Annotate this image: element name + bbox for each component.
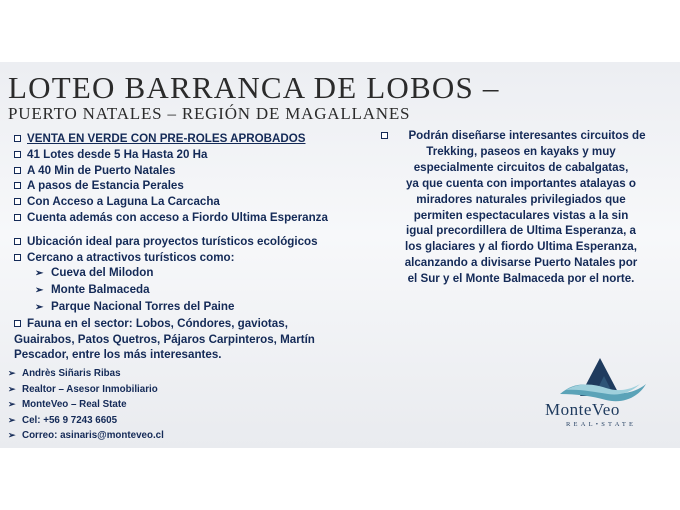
- paragraph-line: permiten espectaculares vistas a la sin: [413, 208, 629, 222]
- checkbox-bullet-icon: [14, 182, 21, 189]
- arrow-bullet-icon: ➢: [8, 430, 16, 440]
- list-item: Cercano a atractivos turísticos como:: [14, 250, 328, 266]
- features-list: [14, 131, 328, 363]
- checkbox-bullet-icon: [14, 254, 21, 261]
- checkbox-bullet-icon: [14, 151, 21, 158]
- checkbox-bullet-icon: [14, 198, 21, 205]
- paragraph-line: especialmente circuitos de cabalgatas,: [413, 160, 629, 174]
- contact-line: ➢ MonteVeo – Real State: [8, 397, 164, 413]
- paragraph-line: Podrán diseñarse interesantes circuitos de: [408, 129, 646, 142]
- list-item: Cuenta además con acceso a Fiordo Ultima Esperanza: [14, 210, 328, 226]
- contact-line: ➢ Realtor – Asesor Inmobiliario: [8, 382, 164, 398]
- list-item: Fauna en el sector: Lobos, Cóndores, gaviotas,: [14, 316, 328, 332]
- checkbox-bullet-icon: [14, 320, 21, 327]
- page-subtitle: PUERTO NATALES – REGIÓN DE MAGALLANES: [8, 104, 411, 123]
- contact-line: ➢ Andrès Siñaris Ribas: [8, 366, 164, 382]
- checkbox-bullet-icon: [381, 132, 388, 139]
- paragraph-line: ya que cuenta con importantes atalayas o: [405, 176, 637, 190]
- attraction-item: ➢ Cueva del Milodon: [14, 265, 328, 282]
- attraction-item: ➢ Monte Balmaceda: [14, 282, 328, 299]
- arrow-bullet-icon: ➢: [35, 301, 44, 313]
- logo-name: MonteVeo: [545, 400, 620, 419]
- checkbox-bullet-icon: [14, 238, 21, 245]
- description-paragraph: [381, 128, 661, 287]
- checkbox-bullet-icon: [14, 135, 21, 142]
- list-item: A pasos de Estancia Perales: [14, 178, 328, 194]
- list-item: Con Acceso a Laguna La Carcacha: [14, 194, 328, 210]
- list-item: VENTA EN VERDE CON PRE-ROLES APROBADOS: [14, 131, 328, 147]
- contact-info: [8, 366, 164, 444]
- checkbox-bullet-icon: [14, 167, 21, 174]
- list-item: 41 Lotes desde 5 Ha Hasta 20 Ha: [14, 147, 328, 163]
- list-item: A 40 Min de Puerto Natales: [14, 163, 328, 179]
- arrow-bullet-icon: ➢: [8, 383, 16, 394]
- arrow-bullet-icon: ➢: [35, 268, 44, 280]
- contact-line: ➢ Cel: +56 9 7243 6605: [8, 413, 164, 429]
- list-item-continuation: Guairabos, Patos Quetros, Pájaros Carpinteros, Martín: [14, 332, 315, 346]
- arrow-bullet-icon: ➢: [35, 285, 44, 297]
- contact-line: ➢ Correo: asinaris@monteveo.cl: [8, 428, 164, 444]
- logo-tagline: REAL•STATE: [566, 421, 637, 428]
- paragraph-line: el Sur y el Monte Balmaceda por el norte.: [407, 272, 635, 286]
- list-item-continuation: Pescador, entre los más interesantes.: [14, 348, 222, 362]
- paragraph-line: miradores naturales privilegiados que: [416, 192, 626, 206]
- page-title: LOTEO BARRANCA DE LOBOS –: [8, 70, 500, 105]
- list-item: Ubicación ideal para proyectos turísticos ecológicos: [14, 234, 328, 250]
- checkbox-bullet-icon: [14, 214, 21, 221]
- arrow-bullet-icon: ➢: [8, 368, 16, 378]
- arrow-bullet-icon: ➢: [8, 414, 16, 425]
- attraction-item: ➢ Parque Nacional Torres del Paine: [14, 299, 328, 316]
- paragraph-line: igual precordillera de Ultima Esperanza, a: [405, 224, 637, 238]
- paragraph-line: alcanzando a divisarse Puerto Natales por: [404, 256, 638, 270]
- paragraph-line: los glaciares y al fiordo Ultima Esperanza,: [405, 240, 637, 254]
- arrow-bullet-icon: ➢: [8, 399, 16, 409]
- paragraph-line: Trekking, paseos en kayaks y muy: [426, 144, 616, 158]
